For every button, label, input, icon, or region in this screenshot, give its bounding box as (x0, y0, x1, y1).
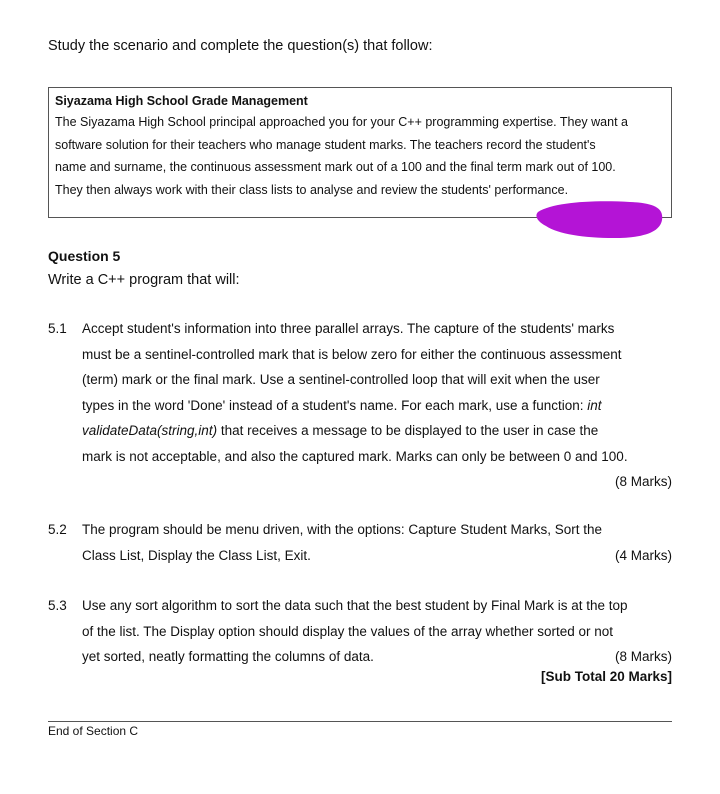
scenario-line: They then always work with their class lists to analyse and review the students' performance. (55, 182, 569, 197)
item-line-part: types in the word 'Done' instead of a student's name. For each mark, use a function: (82, 397, 588, 413)
item-marks: (4 Marks) (615, 547, 672, 563)
item-line: must be a sentinel-controlled mark that is below zero for either the continuous assessment (82, 346, 622, 362)
item-line: The program should be menu driven, with the options: Capture Student Marks, Sort the (82, 522, 603, 537)
item-number: 5.3 (48, 598, 67, 613)
item-line: (term) mark or the final mark. Use a sentinel-controlled loop that will exit when the user (82, 372, 600, 387)
scenario-line: software solution for their teachers who manage student marks. The teachers record the student's (55, 137, 596, 152)
item-marks: (8 Marks) (615, 474, 672, 489)
question-lead: Write a C++ program that will: (48, 272, 240, 288)
item-line-part: yet sorted, neatly formatting the columns of data. (82, 649, 374, 664)
item-number: 5.1 (48, 321, 67, 336)
intro-text: Study the scenario and complete the question(s) that follow: (48, 38, 433, 54)
section-divider (48, 721, 672, 722)
item-line: Accept student's information into three parallel arrays. The capture of the students' marks (82, 321, 615, 336)
scenario-title: Siyazama High School Grade Management (55, 94, 308, 108)
item-text (82, 517, 672, 568)
item-line (82, 393, 672, 419)
scribble-mark (536, 201, 662, 238)
item-number: 5.2 (48, 522, 67, 537)
item-line (82, 418, 672, 444)
scenario-line: name and surname, the continuous assessment mark out of a 100 and the final term mark out of 100. (55, 160, 616, 174)
scenario-body (55, 111, 665, 201)
subtotal: [Sub Total 20 Marks] (540, 669, 672, 684)
item-text (82, 316, 672, 495)
item-marks-row (82, 469, 672, 495)
item-marks: (8 Marks) (615, 649, 672, 664)
item-line (82, 543, 672, 569)
item-line: of the list. The Display option should display the values of the array whether sorted or not (82, 623, 614, 639)
question-heading: Question 5 (48, 248, 121, 264)
item-line-part: Class List, Display the Class List, Exit. (82, 547, 311, 563)
item-text (82, 593, 672, 670)
item-line-part: that receives a message to be displayed to the user in case the (217, 423, 599, 438)
item-line: mark is not acceptable, and also the captured mark. Marks can only be between 0 and 100. (82, 448, 628, 464)
end-of-section: End of Section C (48, 724, 139, 738)
function-signature-part: int (587, 397, 602, 413)
item-line: Use any sort algorithm to sort the data such that the best student by Final Mark is at the top (82, 598, 628, 613)
item-line (82, 644, 672, 670)
function-signature: validateData(string,int) (82, 423, 218, 438)
highlighter-scribble (534, 198, 666, 242)
scenario-line: The Siyazama High School principal approached you for your C++ programming expertise. They want a (55, 115, 628, 129)
